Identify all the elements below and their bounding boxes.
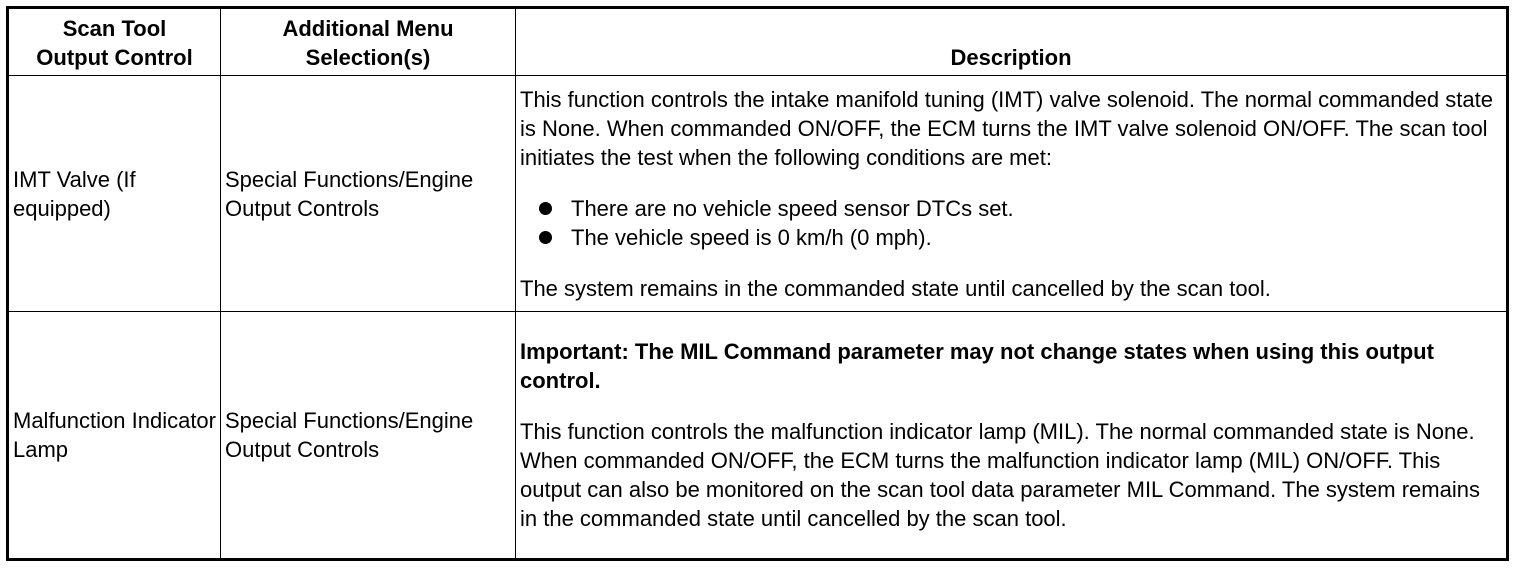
list-item-text: There are no vehicle speed sensor DTCs set. (571, 195, 1014, 221)
cell-description (516, 76, 1508, 312)
header-line: Selection(s) (305, 45, 431, 70)
description-intro: This function controls the intake manifold tuning (IMT) valve solenoid. The normal commanded state is None. When commanded ON/OFF, the ECM turns the IMT valve solenoid ON/OFF. The scan tool initiates the test when the following conditions are met: (520, 86, 1493, 170)
cell-description (516, 312, 1508, 560)
header-line: Scan Tool (62, 16, 167, 41)
list-item (520, 223, 1502, 252)
bullet-icon (539, 231, 552, 244)
bullet-icon (539, 202, 552, 215)
description-body: This function controls the malfunction indicator lamp (MIL). The normal commanded state is None. When commanded ON/OFF, the ECM turns the malfunction indicator lamp (MIL) ON/OFF. This output can also be monitored on the scan tool data parameter MIL Command. The system remains in the commanded state until cancelled by the scan tool. (520, 419, 1480, 531)
header-line: Additional Menu (282, 16, 454, 41)
spacer (520, 395, 1502, 417)
list-item (520, 194, 1502, 223)
description-outro: The system remains in the commanded state until cancelled by the scan tool. (520, 275, 1271, 301)
scan-tool-output-control-table (6, 6, 1509, 561)
header-additional-menu-selections (221, 8, 516, 76)
document-page (6, 6, 1509, 561)
table-row (8, 312, 1508, 560)
conditions-list (520, 194, 1502, 252)
header-scan-tool-output-control (8, 8, 221, 76)
cell-menu-selection: Special Functions/Engine Output Controls (221, 76, 516, 312)
cell-menu-selection: Special Functions/Engine Output Controls (221, 312, 516, 560)
header-line: Description (950, 45, 1072, 70)
list-item-text: The vehicle speed is 0 km/h (0 mph). (571, 224, 932, 250)
table-row (8, 76, 1508, 312)
spacer (520, 252, 1502, 274)
cell-output-control: Malfunction Indicator Lamp (8, 312, 221, 560)
header-description (516, 8, 1508, 76)
header-line: Output Control (36, 45, 193, 70)
table-header-row (8, 8, 1508, 76)
important-note: Important: The MIL Command parameter may not change states when using this output control. (520, 339, 1434, 393)
spacer (520, 172, 1502, 194)
cell-output-control: IMT Valve (If equipped) (8, 76, 221, 312)
